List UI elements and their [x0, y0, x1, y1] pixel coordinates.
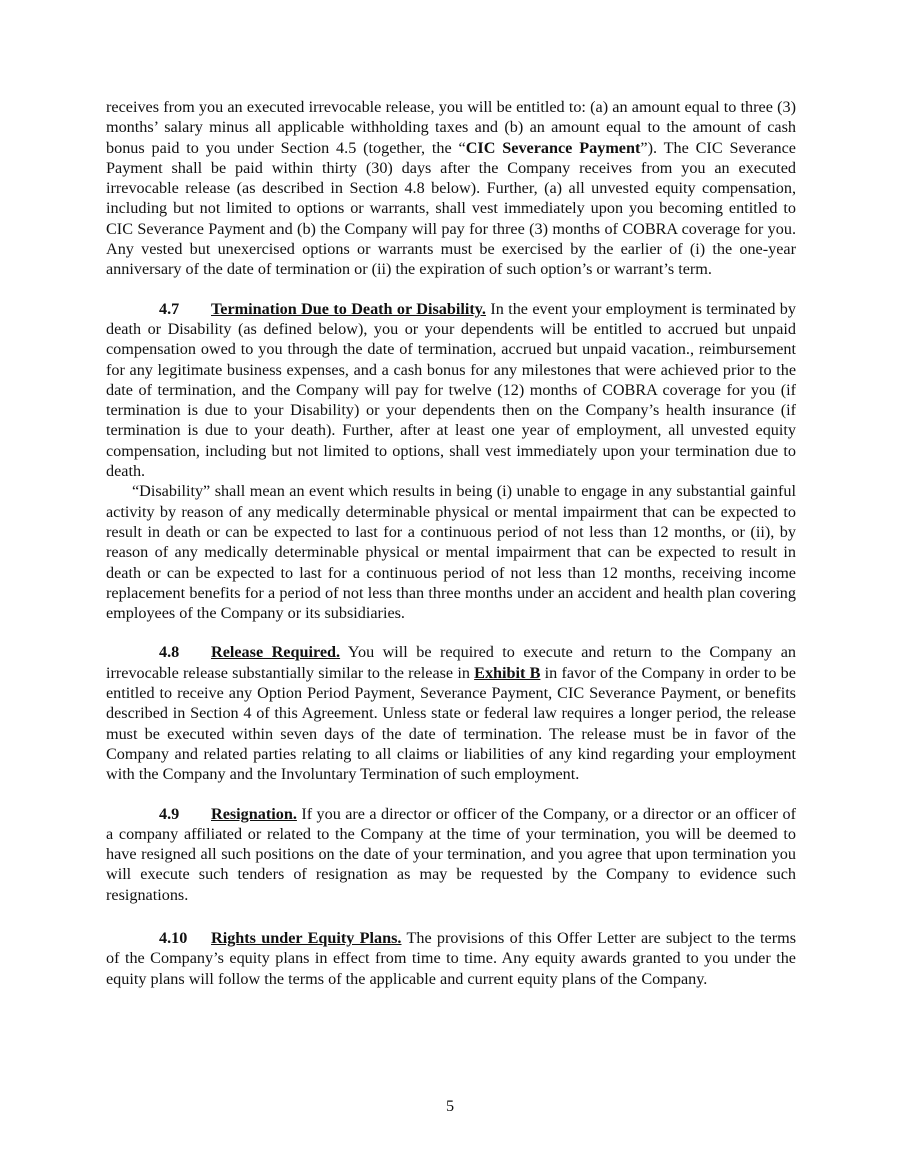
section-title: Termination Due to Death or Disability.: [211, 299, 486, 318]
section-4-8: [106, 642, 796, 784]
section-number: 4.9: [159, 804, 180, 823]
section-body: You will be required to execute and return to the Company an irrevocable release substantially similar to the release in: [106, 643, 796, 682]
continued-paragraph: [106, 97, 796, 280]
section-body: If you are a director or officer of the Company, or a director or an officer of a company affiliated or related to the Company at the time of your termination, you will be deemed to have resigned all such positions on the date of your termination, and you agree that upon termination you will execute such tenders of resignation as may be requested by the Company to evidence such resignations.: [106, 804, 796, 904]
section-title: Resignation.: [211, 804, 297, 823]
cic-severance-payment-term: CIC Severance Payment: [465, 138, 641, 157]
section-number: 4.8: [159, 643, 180, 662]
continued-paragraph-text-2: ”). The CIC Severance Payment shall be paid within thirty (30) days after the Company receives from you an executed irrevocable release (as described in Section 4.8 below). Further, (a) all unvested equity compensation, including but not limited to options or warrants, shall vest immediately upon you becoming entitled to CIC Severance Payment and (b) the Company will pay for three (3) months of COBRA coverage for you. Any vested but unexercised options or warrants must be exercised by the earlier of (i) the one-year anniversary of the date of termination or (ii) the expiration of such option’s or warrant’s term.: [106, 138, 796, 279]
document-page: [106, 97, 796, 989]
section-body: In the event your employment is terminated by death or Disability (as defined below), you or your dependents will be entitled to accrued but unpaid compensation owed to you through the date of termination, accrued but unpaid vacation., reimbursement for any legitimate business expenses, and a cash bonus for any milestones that were achieved prior to the date of termination, and the Company will pay for twelve (12) months of COBRA coverage for you (if termination is due to your Disability) or your dependents then on the Company’s health insurance (if termination is due to your death). Further, after at least one year of employment, all unvested equity compensation, including but not limited to options, shall vest immediately upon your termination due to death.: [106, 299, 796, 481]
exhibit-reference: Exhibit B: [474, 663, 541, 682]
section-4-10: [106, 928, 796, 989]
section-title: Rights under Equity Plans.: [211, 928, 402, 947]
section-4-9: [106, 804, 796, 905]
section-4-7: [106, 299, 796, 482]
continued-paragraph-text: receives from you an executed irrevocable release, you will be entitled to: (a) an amount equal to three (3) months’ salary minus all applicable withholding taxes and (b) an amount equal to the amount of cash bonus paid to you under Section 4.5 (together, the “: [106, 98, 796, 157]
page-number: 5: [445, 1097, 455, 1115]
section-number: 4.7: [159, 299, 180, 318]
section-title: Release Required.: [211, 643, 341, 662]
section-number: 4.10: [159, 928, 188, 947]
disability-definition: “Disability” shall mean an event which results in being (i) unable to engage in any substantial gainful activity by reason of any medically determinable physical or mental impairment that can be expected to result in death or can be expected to last for a continuous period of not less than 12 months, or (ii), by reason of any medically determinable physical or mental impairment that can be expected to result in death or can be expected to last for a continuous period of not less than 12 months, receiving income replacement benefits for a period of not less than three months under an accident and health plan covering employees of the Company or its subsidiaries.: [106, 482, 796, 623]
section-body: The provisions of this Offer Letter are subject to the terms of the Company’s equity plans in effect from time to time. Any equity awards granted to you under the equity plans will follow the terms of the applicable and current equity plans of the Company.: [106, 928, 796, 988]
section-body-2: in favor of the Company in order to be entitled to receive any Option Period Payment, Severance Payment, CIC Severance Payment, or benefits described in Section 4 of this Agreement. Unless state or federal law requires a longer period, the release must be executed within seven days of the date of termination. The release must be in favor of the Company and related parties relating to all claims or liabilities of any kind regarding your employment with the Company and the Involuntary Termination of such employment.: [106, 663, 796, 784]
